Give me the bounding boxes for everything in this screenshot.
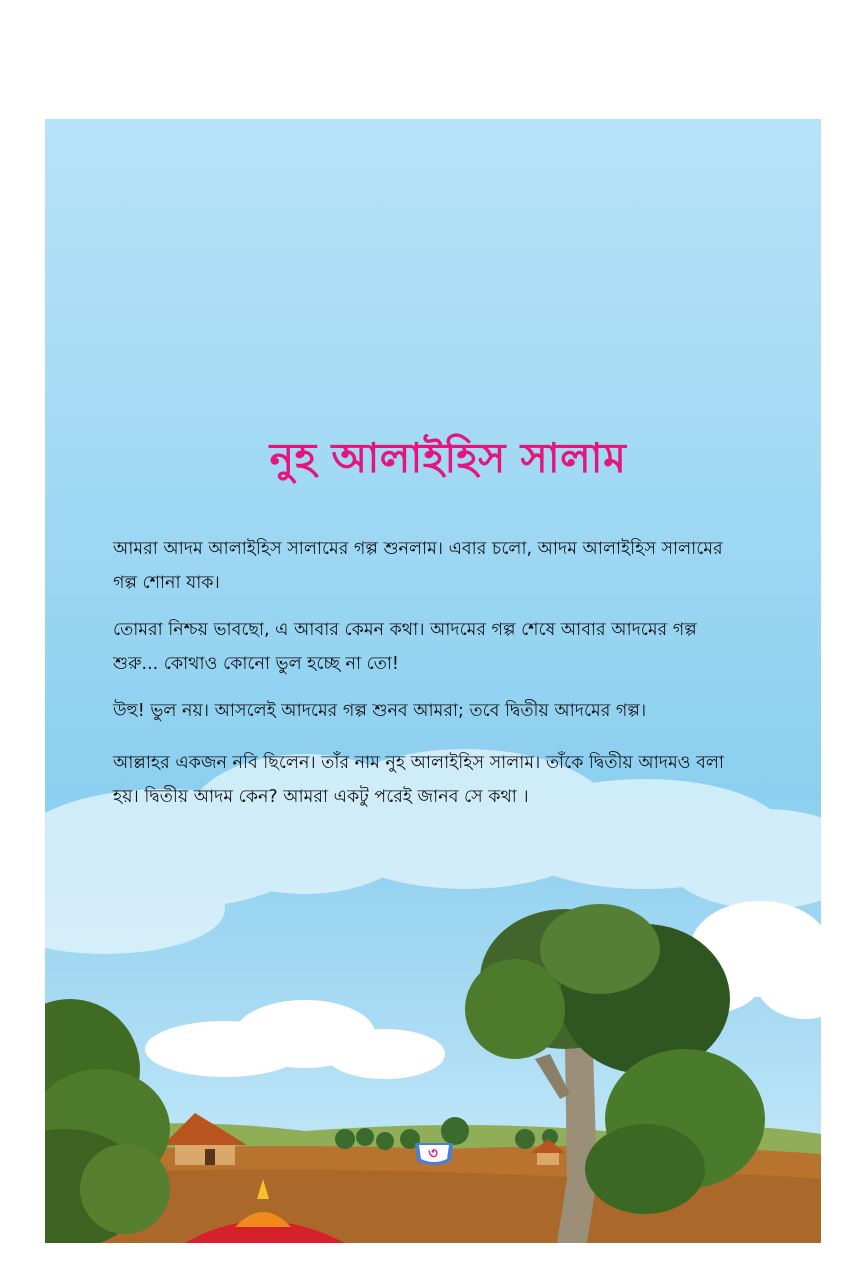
story-paragraph: তোমরা নিশ্চয় ভাবছো, এ আবার কেমন কথা। আদমের গল্প শেষে আবার আদমের গল্প শুরু... কোথাও কোনো ভুল হচ্ছে না তো! [113,620,697,674]
storybook-page [45,119,821,1243]
page-title: নুহ আলাইহিস সালাম [269,434,627,482]
page-number: ৩ [428,1144,438,1162]
story-paragraph: আমরা আদম আলাইহিস সালামের গল্প শুনলাম। এবার চলো, আদম আলাইহিস সালামের গল্প শোনা যাক। [113,539,723,593]
hut-left [163,1113,247,1165]
story-paragraph: আল্লাহর একজন নবি ছিলেন। তাঁর নাম নুহ আলাইহিস সালাম। তাঁকে দ্বিতীয় আদমও বলা হয়। দ্বিতীয় আদম কেন? আমরা একটু পরেই জানব সে কথা । [113,753,724,807]
story-paragraph: উহু! ভুল নয়। আসলেই আদমের গল্প শুনব আমরা; তবে দ্বিতীয় আদমের গল্প। [113,701,647,721]
landscape-illustration [45,119,821,1243]
tree-left [45,999,170,1243]
